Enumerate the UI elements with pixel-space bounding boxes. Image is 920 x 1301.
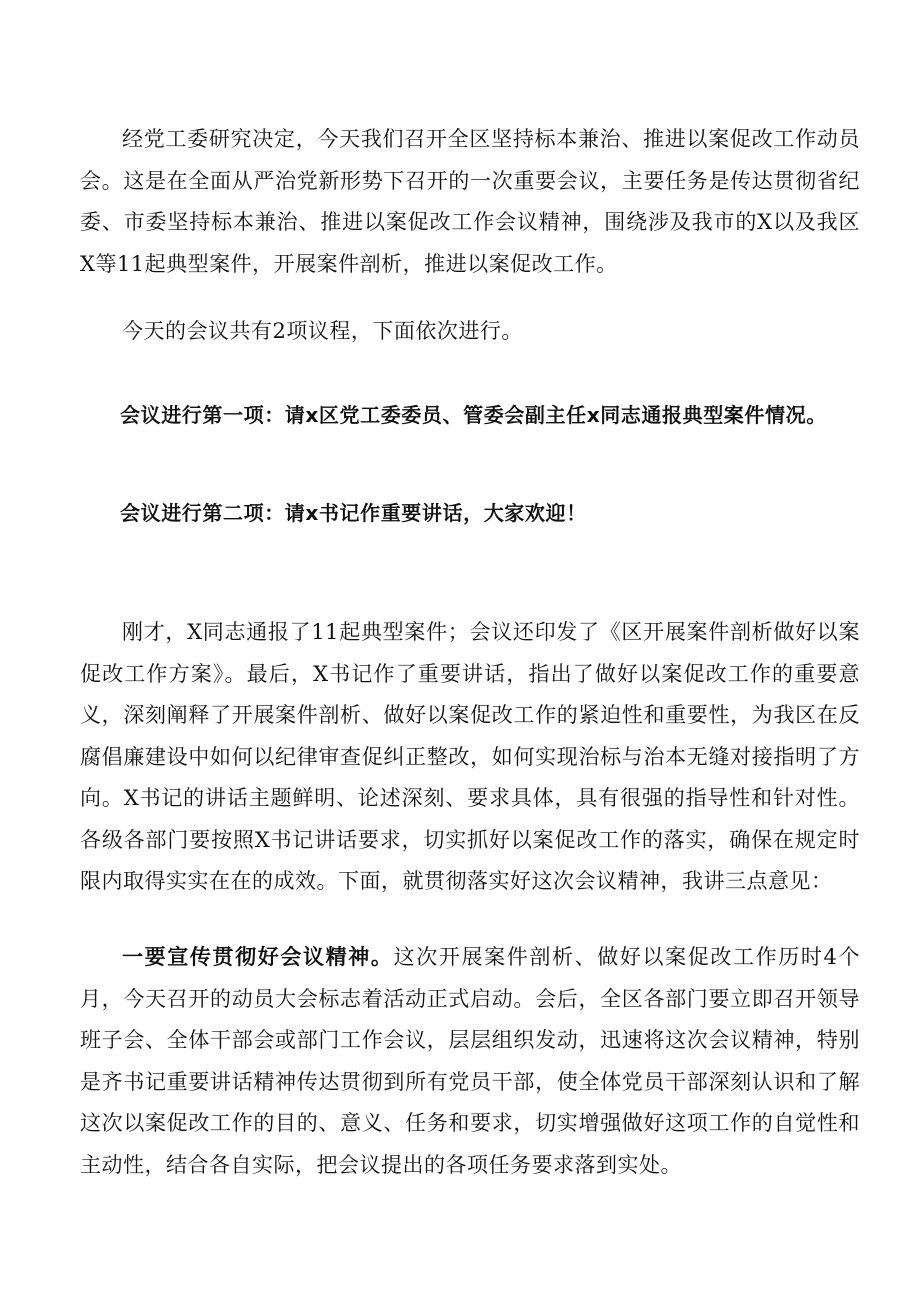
- paragraph-summary: 刚才，X同志通报了11起典型案件；会议还印发了《区开展案件剖析做好以案促改工作方案》。最后，X书记作了重要讲话，指出了做好以案促改工作的重要意义，深刻阐释了开展案件剖析、做好以案促改工作的紧迫性和重要性，为我区在反腐倡廉建设中如何以纪律审查促纠正整改，如何实现治标与治本无缝对接指明了方向。X书记的讲话主题鲜明、论述深刻、要求具体，具有很强的指导性和针对性。各级各部门要按照X书记讲话要求，切实抓好以案促改工作的落实，确保在规定时限内取得实实在在的成效。下面，就贯彻落实好这次会议精神，我讲三点意见：: [80, 620, 860, 893]
- agenda-item-two: 会议进行第二项：请x书记作重要讲话，大家欢迎！: [120, 501, 587, 525]
- paragraph-agenda: 今天的会议共有2项议程，下面依次进行。: [122, 319, 523, 343]
- paragraph-point-one: [80, 937, 860, 1186]
- point-one-body: 这次开展案件剖析、做好以案促改工作历时4个月，今天召开的动员大会标志着活动正式启动。会后，全区各部门要立即召开领导班子会、全体干部会或部门工作会议，层层组织发动，迅速将这次会议精神，特别是齐书记重要讲话精神传达贯彻到所有党员干部，使全体党员干部深刻认识和了解这次以案促改工作的目的、意义、任务和要求，切实增强做好这项工作的自觉性和主动性，结合各自实际，把会议提出的各项任务要求落到实处。: [80, 945, 861, 1177]
- agenda-item-one: 会议进行第一项：请x区党工委委员、管委会副主任x同志通报典型案件情况。: [120, 403, 827, 427]
- point-one-heading: 一要宣传贯彻好会议精神。: [122, 945, 394, 969]
- paragraph-opening: 经党工委研究决定，今天我们召开全区坚持标本兼治、推进以案促改工作动员会。这是在全面从严治党新形势下召开的一次重要会议，主要任务是传达贯彻省纪委、市委坚持标本兼治、推进以案促改工作会议精神，围绕涉及我市的X以及我区X等11起典型案件，开展案件剖析，推进以案促改工作。: [80, 127, 860, 276]
